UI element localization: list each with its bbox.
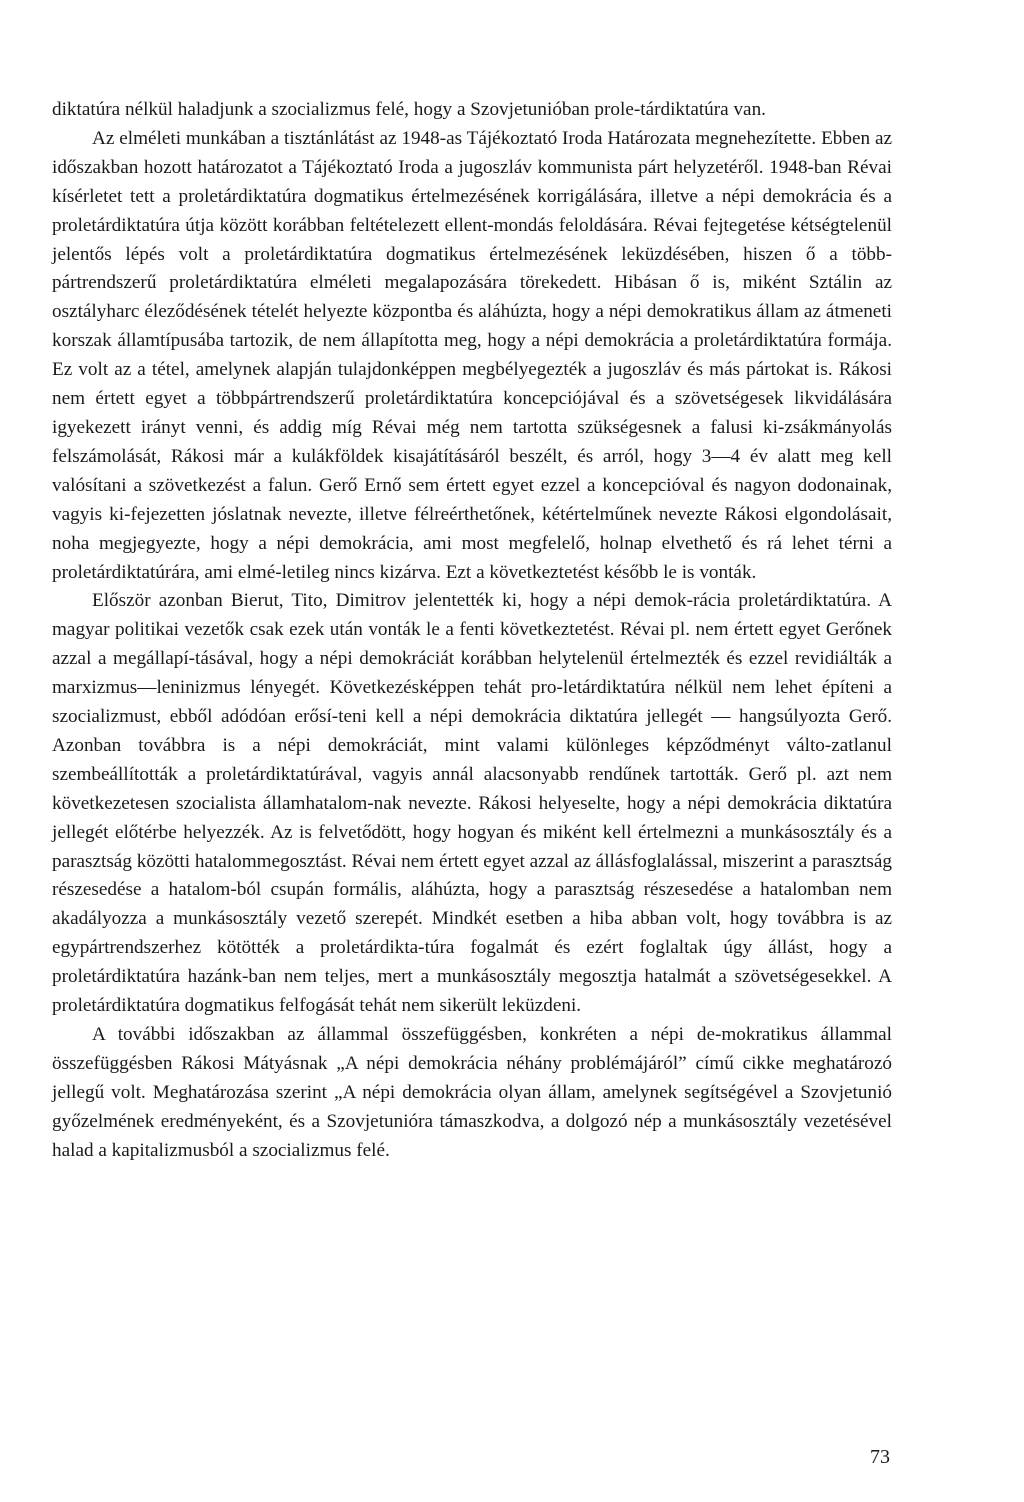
page-number: 73 (870, 1446, 890, 1468)
paragraph-continuation: diktatúra nélkül haladjunk a szocializmus felé, hogy a Szovjetunióban prole-tárdiktatúra van. (52, 99, 766, 120)
paragraph-theory: Az elméleti munkában a tisztánlátást az 1948-as Tájékoztató Iroda Határozata megnehezítette. Ebben az időszakban hozott határozatot a Tájékoztató Iroda a jugoszláv kommunista párt helyzetéről. 1948-ban Révai kísérletet tett a proletárdiktatúra dogmatikus értelmezésének korrigálására, illetve a népi demokrácia és a proletárdiktatúra útja között korábban feltételezett ellent-mondás feloldására. Révai fejtegetése kétségtelenül jelentős lépés volt a proletárdiktatúra dogmatikus értelmezésének leküzdésében, hiszen ő a több-pártrendszerű proletárdiktatúra elméleti megalapozására törekedett. Hibásan ő is, miként Sztálin az osztályharc éleződésének tételét helyezte központba és aláhúzta, hogy a népi demokratikus állam az átmeneti korszak államtípusába tartozik, de nem állapította meg, hogy a népi demokrácia a proletárdiktatúra formája. Ez volt az a tétel, amelynek alapján tulajdonképpen megbélyegezték a jugoszláv és más pártokat is. Rákosi nem értett egyet a többpártrendszerű proletárdiktatúra koncepciójával és a szövetségesek likvidálására igyekezett irányt venni, és addig míg Révai még nem tartotta szükségesnek a falusi ki-zsákmányolás felszámolását, Rákosi már a kulákföldek kisajátításáról beszélt, és arról, hogy 3—4 év alatt meg kell valósítani a szövetkezést a falun. Gerő Ernő sem értett egyet ezzel a koncepcióval és nagyon dodonainak, vagyis ki-fejezetten jóslatnak nevezte, illetve félreérthetőnek, kétértelműnek nevezte Rákosi elgondolásait, noha megjegyezte, hogy a népi demokrácia, ami most megfelelő, holnap elvethető és rá lehet térni a proletárdiktatúrára, ami elmé-letileg nincs kizárva. Ezt a következtetést később le is vonták. (52, 127, 892, 583)
page-body (52, 96, 892, 1166)
paragraph-further-period: A további időszakban az állammal összefüggésben, konkréten a népi de-mokratikus állammal összefüggésben Rákosi Mátyásnak „A népi demokrácia néhány problémájáról” című cikke meghatározó jellegű volt. Meghatározása szerint „A népi demokrácia olyan állam, amelynek segítségével a Szovjetunió győzelmének eredményeként, és a Szovjetunióra támaszkodva, a dolgozó nép a munkásosztály vezetésével halad a kapitalizmusból a szocializmus felé. (52, 1024, 892, 1161)
paragraph-bierut-tito-dimitrov: Először azonban Bierut, Tito, Dimitrov jelentették ki, hogy a népi demok-rácia proletárdiktatúra. A magyar politikai vezetők csak ezek után vonták le a fenti következtetést. Révai pl. nem értett egyet Gerőnek azzal a megállapí-tásával, hogy a népi demokráciát korábban helytelenül értelmezték és ezzel revidiálták a marxizmus—leninizmus lényegét. Következésképpen tehát pro-letárdiktatúra nélkül nem lehet építeni a szocializmust, ebből adódóan erősí-teni kell a népi demokrácia diktatúra jellegét — hangsúlyozta Gerő. Azonban továbbra is a népi demokráciát, mint valami különleges képződményt válto-zatlanul szembeállították a proletárdiktatúrával, vagyis annál alacsonyabb rendűnek tartották. Gerő pl. azt nem következetesen szocialista államhatalom-nak nevezte. Rákosi helyeselte, hogy a népi demokrácia diktatúra jellegét előtérbe helyezzék. Az is felvetődött, hogy hogyan és miként kell értelmezni a munkásosztály és a parasztság közötti hatalommegosztást. Révai nem értett egyet azzal az állásfoglalással, miszerint a parasztság részesedése a hatalom-ból csupán formális, aláhúzta, hogy a parasztság részesedése a hatalomban nem akadályozza a munkásosztály vezető szerepét. Mindkét esetben a hiba abban volt, hogy továbbra is az egypártrendszerhez kötötték a proletárdikta-túra fogalmát és ezért foglaltak úgy állást, hogy a proletárdiktatúra hazánk-ban nem teljes, mert a munkásosztály megosztja hatalmát a szövetségesekkel. A proletárdiktatúra dogmatikus felfogását tehát nem sikerült leküzdeni. (52, 590, 892, 1017)
